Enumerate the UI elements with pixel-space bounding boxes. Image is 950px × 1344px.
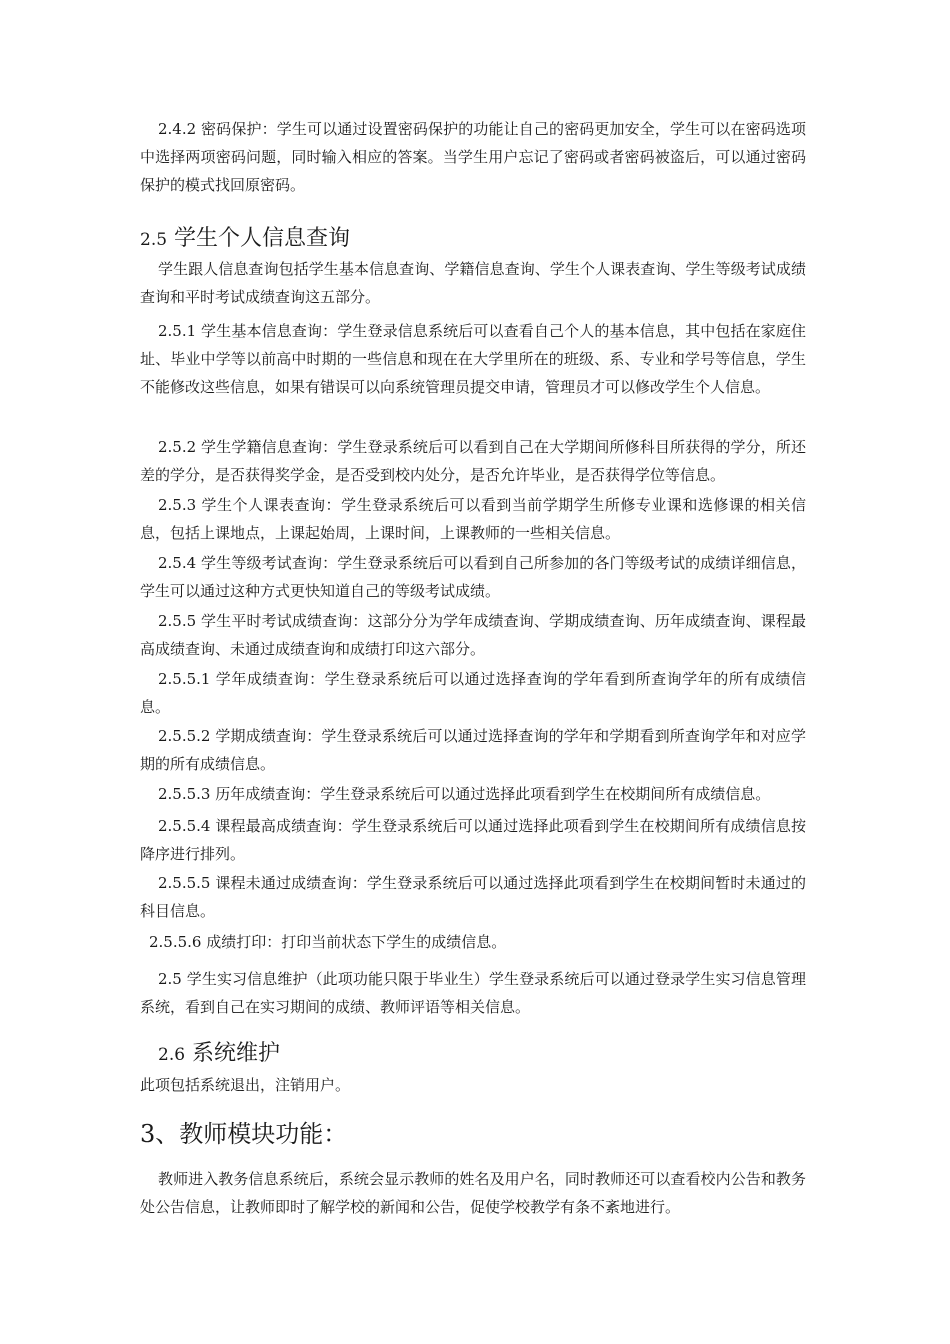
heading-2-5-title: 学生个人信息查询	[174, 226, 351, 251]
paragraph-3: 教师进入教务信息系统后，系统会显示教师的姓名及用户名，同时教师还可以查看校内公告和教务处公告信息，让教师即时了解学校的新闻和公告，促使学校教学有条不紊地进行。	[140, 1170, 806, 1216]
heading-2-6-title: 系统维护	[192, 1041, 281, 1066]
paragraph-2-5-5-6: 2.5.5.6 成绩打印：打印当前状态下学生的成绩信息。	[149, 933, 507, 951]
paragraph-2-4-2: 2.4.2 密码保护：学生可以通过设置密码保护的功能让自己的密码更加安全，学生可以在密码选项中选择两项密码问题，同时输入相应的答案。当学生用户忘记了密码或者密码被盗后，可以通过密码保护的模式找回原密码。	[140, 120, 806, 194]
paragraph-2-5-5-1: 2.5.5.1 学年成绩查询：学生登录系统后可以通过选择查询的学年看到所查询学年的所有成绩信息。	[140, 670, 806, 716]
paragraph-2-5-5-5: 2.5.5.5 课程未通过成绩查询：学生登录系统后可以通过选择此项看到学生在校期间暂时未通过的科目信息。	[140, 874, 806, 920]
heading-2-5	[140, 224, 350, 255]
heading-2-6-number: 2.6	[158, 1045, 186, 1065]
paragraph-2-5-5-2: 2.5.5.2 学期成绩查询：学生登录系统后可以通过选择查询的学年和学期看到所查询学年和对应学期的所有成绩信息。	[140, 727, 806, 773]
paragraph-2-5-intro: 学生跟人信息查询包括学生基本信息查询、学籍信息查询、学生个人课表查询、学生等级考试成绩查询和平时考试成绩查询这五部分。	[140, 260, 806, 306]
paragraph-2-5-1: 2.5.1 学生基本信息查询：学生登录信息系统后可以查看自己个人的基本信息，其中包括在家庭住址、毕业中学等以前高中时期的一些信息和现在在大学里所在的班级、系、专业和学号等信息，学生不能修改这些信息，如果有错误可以向系统管理员提交申请，管理员才可以修改学生个人信息。	[140, 322, 806, 396]
paragraph-2-5-5: 2.5.5 学生平时考试成绩查询：这部分分为学年成绩查询、学期成绩查询、历年成绩查询、课程最高成绩查询、未通过成绩查询和成绩打印这六部分。	[140, 612, 806, 658]
heading-2-5-number: 2.5	[140, 230, 168, 250]
heading-2-6	[158, 1039, 280, 1070]
paragraph-2-5-5-3: 2.5.5.3 历年成绩查询：学生登录系统后可以通过选择此项看到学生在校期间所有成绩信息。	[158, 785, 771, 803]
paragraph-2-6: 此项包括系统退出，注销用户。	[140, 1076, 351, 1094]
paragraph-2-5-4: 2.5.4 学生等级考试查询：学生登录系统后可以看到自己所参加的各门等级考试的成绩详细信息，学生可以通过这种方式更快知道自己的等级考试成绩。	[140, 554, 806, 600]
paragraph-2-5-internship: 2.5 学生实习信息维护（此项功能只限于毕业生）学生登录系统后可以通过登录学生实习信息管理系统，看到自己在实习期间的成绩、教师评语等相关信息。	[140, 970, 806, 1016]
paragraph-2-5-3: 2.5.3 学生个人课表查询：学生登录系统后可以看到当前学期学生所修专业课和选修课的相关信息，包括上课地点，上课起始周，上课时间，上课教师的一些相关信息。	[140, 496, 806, 542]
heading-3: 3、教师模块功能：	[140, 1120, 348, 1148]
paragraph-2-5-2: 2.5.2 学生学籍信息查询：学生登录系统后可以看到自己在大学期间所修科目所获得的学分，所还差的学分，是否获得奖学金，是否受到校内处分，是否允许毕业，是否获得学位等信息。	[140, 438, 806, 484]
paragraph-2-5-5-4: 2.5.5.4 课程最高成绩查询：学生登录系统后可以通过选择此项看到学生在校期间所有成绩信息按降序进行排列。	[140, 817, 806, 863]
